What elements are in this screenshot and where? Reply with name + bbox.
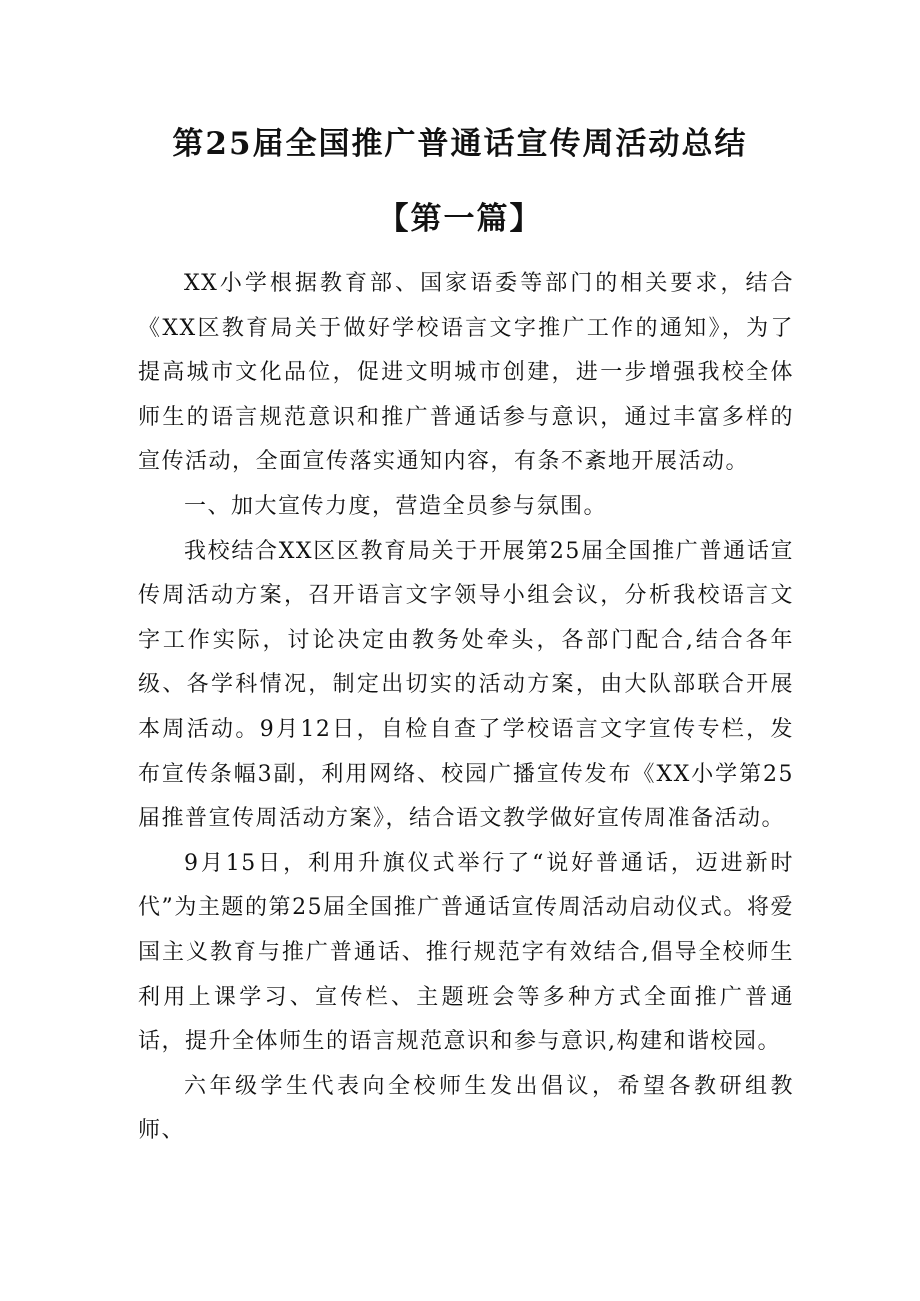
document-body xyxy=(138,262,794,1154)
paragraph-plan: 我校结合XX区区教育局关于开展第25届全国推广普通话宣传周活动方案，召开语言文字领导小组会议，分析我校语言文字工作实际，讨论决定由教务处牵头，各部门配合,结合各年级、各学科情况，制定出切实的活动方案，由大队部联合开展本周活动。9月12日，自检自查了学校语言文字宣传专栏，发布宣传条幅3副，利用网络、校园广播宣传发布《XX小学第25届推普宣传周活动方案》，结合语文教学做好宣传周准备活动。 xyxy=(138,538,794,832)
paragraph-intro: XX小学根据教育部、国家语委等部门的相关要求，结合《XX区教育局关于做好学校语言文字推广工作的通知》，为了提高城市文化品位，促进文明城市创建，进一步增强我校全体师生的语言规范意识和推广普通话参与意识，通过丰富多样的宣传活动，全面宣传落实通知内容，有条不紊地开展活动。 xyxy=(138,271,794,475)
paragraph-section-heading: 一、加大宣传力度，营造全员参与氛围。 xyxy=(184,493,608,519)
document-subtitle: 【第一篇】 xyxy=(377,201,543,237)
paragraph-ceremony: 9月15日，利用升旗仪式举行了“说好普通话，迈进新时代”为主题的第25届全国推广普通话宣传周活动启动仪式。将爱国主义教育与推广普通话、推行规范字有效结合,倡导全校师生利用上课学习、宣传栏、主题班会等多种方式全面推广普通话，提升全体师生的语言规范意识和参与意识,构建和谐校园。 xyxy=(138,850,794,1055)
document-title: 第25届全国推广普通话宣传周活动总结 xyxy=(172,126,748,162)
paragraph-proposal: 六年级学生代表向全校师生发出倡议，希望各教研组教师、 xyxy=(138,1073,794,1144)
